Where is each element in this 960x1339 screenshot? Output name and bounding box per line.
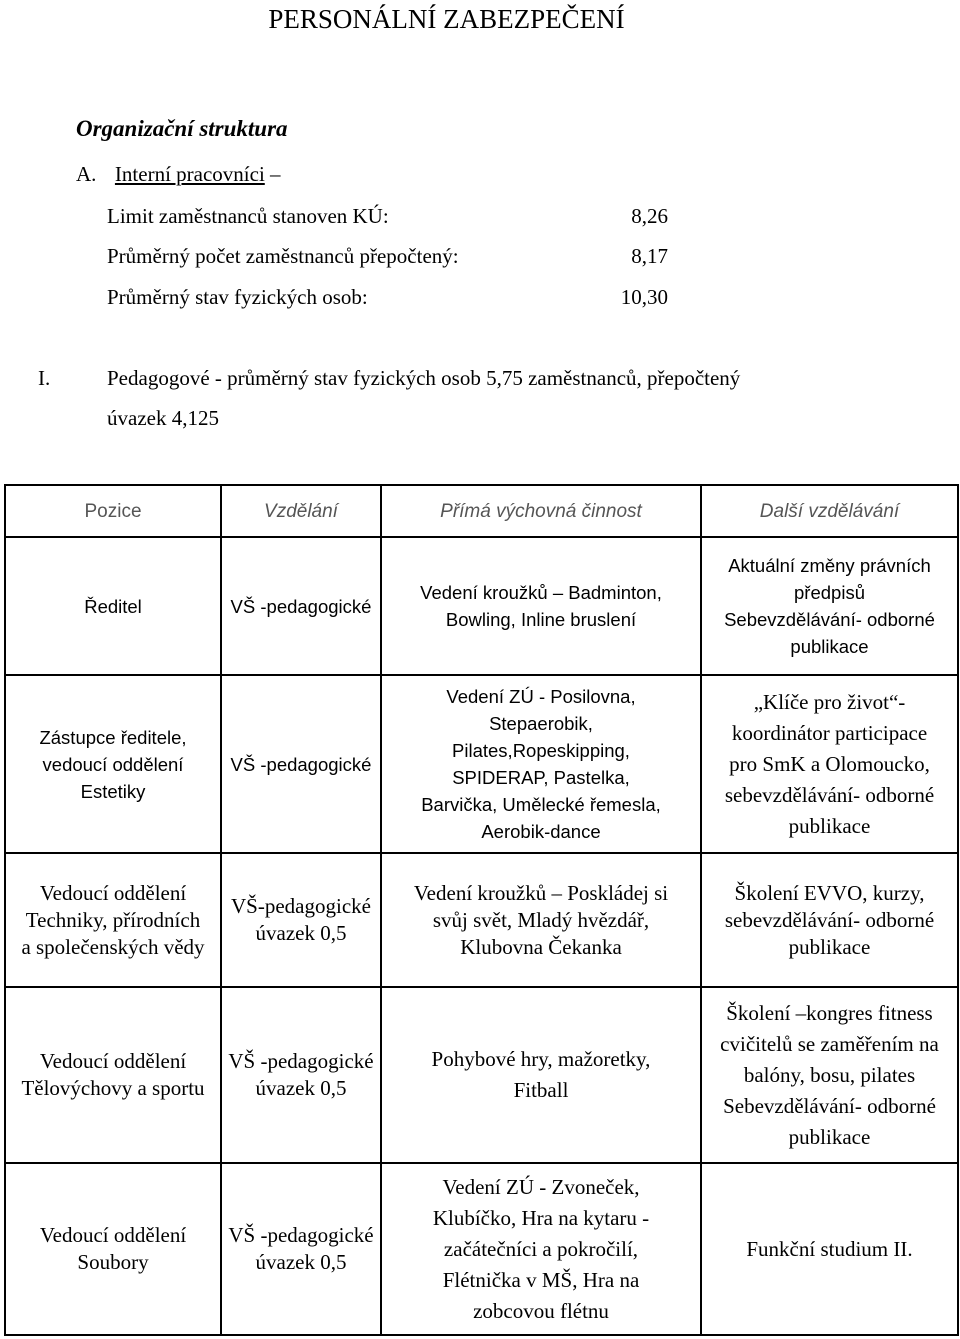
cell-line: „Klíče pro život“-	[753, 689, 906, 714]
cell-line: Vedení ZÚ - Zvoneček,	[442, 1174, 640, 1199]
column-header-cinnost: Přímá výchovná činnost	[381, 485, 701, 537]
cell-line: VŠ -pedagogické	[230, 595, 372, 617]
cell-line: Pohybové hry, mažoretky,	[431, 1047, 651, 1071]
table-header-row	[5, 485, 958, 537]
cell-line: Vedení kroužků – Poskládej si	[413, 880, 669, 905]
cell-pozice	[5, 675, 221, 853]
cell-vzdelani	[221, 987, 381, 1163]
cell-line: Barvička, Umělecké řemesla,	[421, 794, 661, 815]
cell-line: Aerobik-dance	[481, 821, 601, 842]
cell-line: předpisů	[794, 582, 865, 603]
cell-vzdelani	[221, 1163, 381, 1335]
cell-line: Zástupce ředitele,	[39, 726, 187, 748]
cell-line: začátečníci a pokročilí,	[443, 1236, 639, 1261]
cell-line: VŠ -pedagogické	[228, 1223, 374, 1247]
cell-line: VŠ-pedagogické	[231, 894, 371, 918]
cell-line: Funkční studium II.	[746, 1236, 913, 1261]
cell-line: sebevzdělávání- odborné	[724, 782, 935, 807]
table-row	[5, 853, 958, 987]
column-header-dalsi: Další vzdělávání	[701, 485, 958, 537]
stat-label: Průměrný počet zaměstnanců přepočtený:	[107, 244, 459, 268]
cell-cinnost	[381, 987, 701, 1163]
pedagogove-line: úvazek 4,125	[107, 406, 219, 430]
cell-pozice	[5, 853, 221, 987]
interni-heading	[76, 162, 281, 187]
cell-cinnost	[381, 853, 701, 987]
stat-value: 8,17	[631, 244, 668, 268]
cell-pozice	[5, 537, 221, 675]
cell-line: publikace	[788, 1124, 871, 1149]
interni-label: Interní pracovníci	[114, 162, 265, 186]
cell-line: Aktuální změny právních	[728, 555, 931, 576]
cell-cinnost	[381, 1163, 701, 1335]
cell-line: svůj svět, Mladý hvězdář,	[432, 907, 650, 932]
cell-line: zobcovou flétnu	[473, 1298, 609, 1323]
cell-line: úvazek 0,5	[255, 921, 347, 945]
cell-line: publikace	[788, 934, 871, 959]
cell-cinnost	[381, 537, 701, 675]
cell-dalsi	[701, 853, 958, 987]
cell-line: Estetiky	[80, 780, 146, 802]
cell-line: pro SmK a Olomoucko,	[729, 751, 930, 776]
cell-line: balóny, bosu, pilates	[743, 1062, 916, 1087]
cell-line: Bowling, Inline bruslení	[445, 609, 637, 630]
cell-line: koordinátor participace	[731, 720, 928, 745]
stat-value: 10,30	[620, 285, 668, 309]
cell-line: Vedení ZÚ - Posilovna,	[446, 686, 636, 707]
cell-line: Stepaerobik,	[489, 713, 593, 734]
cell-line: Sebevzdělávání- odborné	[724, 609, 935, 630]
cell-line: Soubory	[77, 1250, 149, 1274]
cell-line: Fitball	[513, 1078, 569, 1102]
table-row	[5, 537, 958, 675]
cell-line: VŠ -pedagogické	[230, 753, 372, 775]
table-row	[5, 675, 958, 853]
page-title: PERSONÁLNÍ ZABEZPEČENÍ	[268, 4, 625, 34]
cell-line: publikace	[788, 813, 871, 838]
stat-value: 8,26	[631, 204, 668, 228]
table-row	[5, 1163, 958, 1335]
cell-line: úvazek 0,5	[255, 1076, 347, 1100]
cell-pozice	[5, 987, 221, 1163]
interni-letter: A.	[76, 162, 97, 186]
cell-line: vedoucí oddělení	[42, 753, 184, 775]
cell-cinnost	[381, 675, 701, 853]
cell-line: publikace	[790, 636, 869, 657]
column-header-pozice: Pozice	[5, 485, 221, 537]
cell-line: Ředitel	[84, 595, 142, 617]
cell-dalsi	[701, 537, 958, 675]
cell-dalsi	[701, 987, 958, 1163]
cell-line: sebevzdělávání- odborné	[724, 907, 935, 932]
cell-line: Klubíčko, Hra na kytaru -	[432, 1205, 650, 1230]
cell-line: Vedení kroužků – Badminton,	[420, 582, 662, 603]
cell-dalsi	[701, 1163, 958, 1335]
stat-label: Limit zaměstnanců stanoven KÚ:	[107, 204, 389, 228]
cell-pozice	[5, 1163, 221, 1335]
interni-dash: –	[270, 162, 281, 186]
pedagogove-line: Pedagogové - průměrný stav fyzických osob 5,75 zaměstnanců, přepočtený	[107, 366, 741, 390]
cell-line: Techniky, přírodních	[25, 907, 201, 932]
cell-line: Sebevzdělávání- odborné	[723, 1093, 936, 1118]
cell-line: Vedoucí oddělení	[39, 1223, 187, 1247]
table-row	[5, 987, 958, 1163]
cell-line: Školení EVVO, kurzy,	[734, 880, 925, 905]
column-header-vzdelani: Vzdělání	[221, 485, 381, 537]
cell-vzdelani	[221, 853, 381, 987]
cell-line: VŠ -pedagogické	[228, 1049, 374, 1073]
cell-line: a společenských vědy	[21, 934, 205, 959]
cell-line: SPIDERAP, Pastelka,	[452, 767, 630, 788]
cell-line: Klubovna Čekanka	[460, 934, 622, 959]
pedagogove-marker: I.	[38, 366, 51, 390]
cell-line: Vedoucí oddělení	[39, 1049, 187, 1073]
cell-vzdelani	[221, 675, 381, 853]
cell-line: Vedoucí oddělení	[39, 880, 187, 905]
staff-table	[4, 484, 959, 1336]
cell-line: Školení –kongres fitness	[726, 1000, 933, 1025]
cell-line: Flétnička v MŠ, Hra na	[442, 1267, 640, 1292]
cell-line: Pilates,Ropeskipping,	[452, 740, 630, 761]
section-heading: Organizační struktura	[76, 116, 288, 141]
cell-dalsi	[701, 675, 958, 853]
cell-vzdelani	[221, 537, 381, 675]
cell-line: úvazek 0,5	[255, 1250, 347, 1274]
cell-line: Tělovýchovy a sportu	[21, 1076, 205, 1100]
stat-label: Průměrný stav fyzických osob:	[107, 285, 368, 309]
cell-line: cvičitelů se zaměřením na	[720, 1031, 939, 1056]
